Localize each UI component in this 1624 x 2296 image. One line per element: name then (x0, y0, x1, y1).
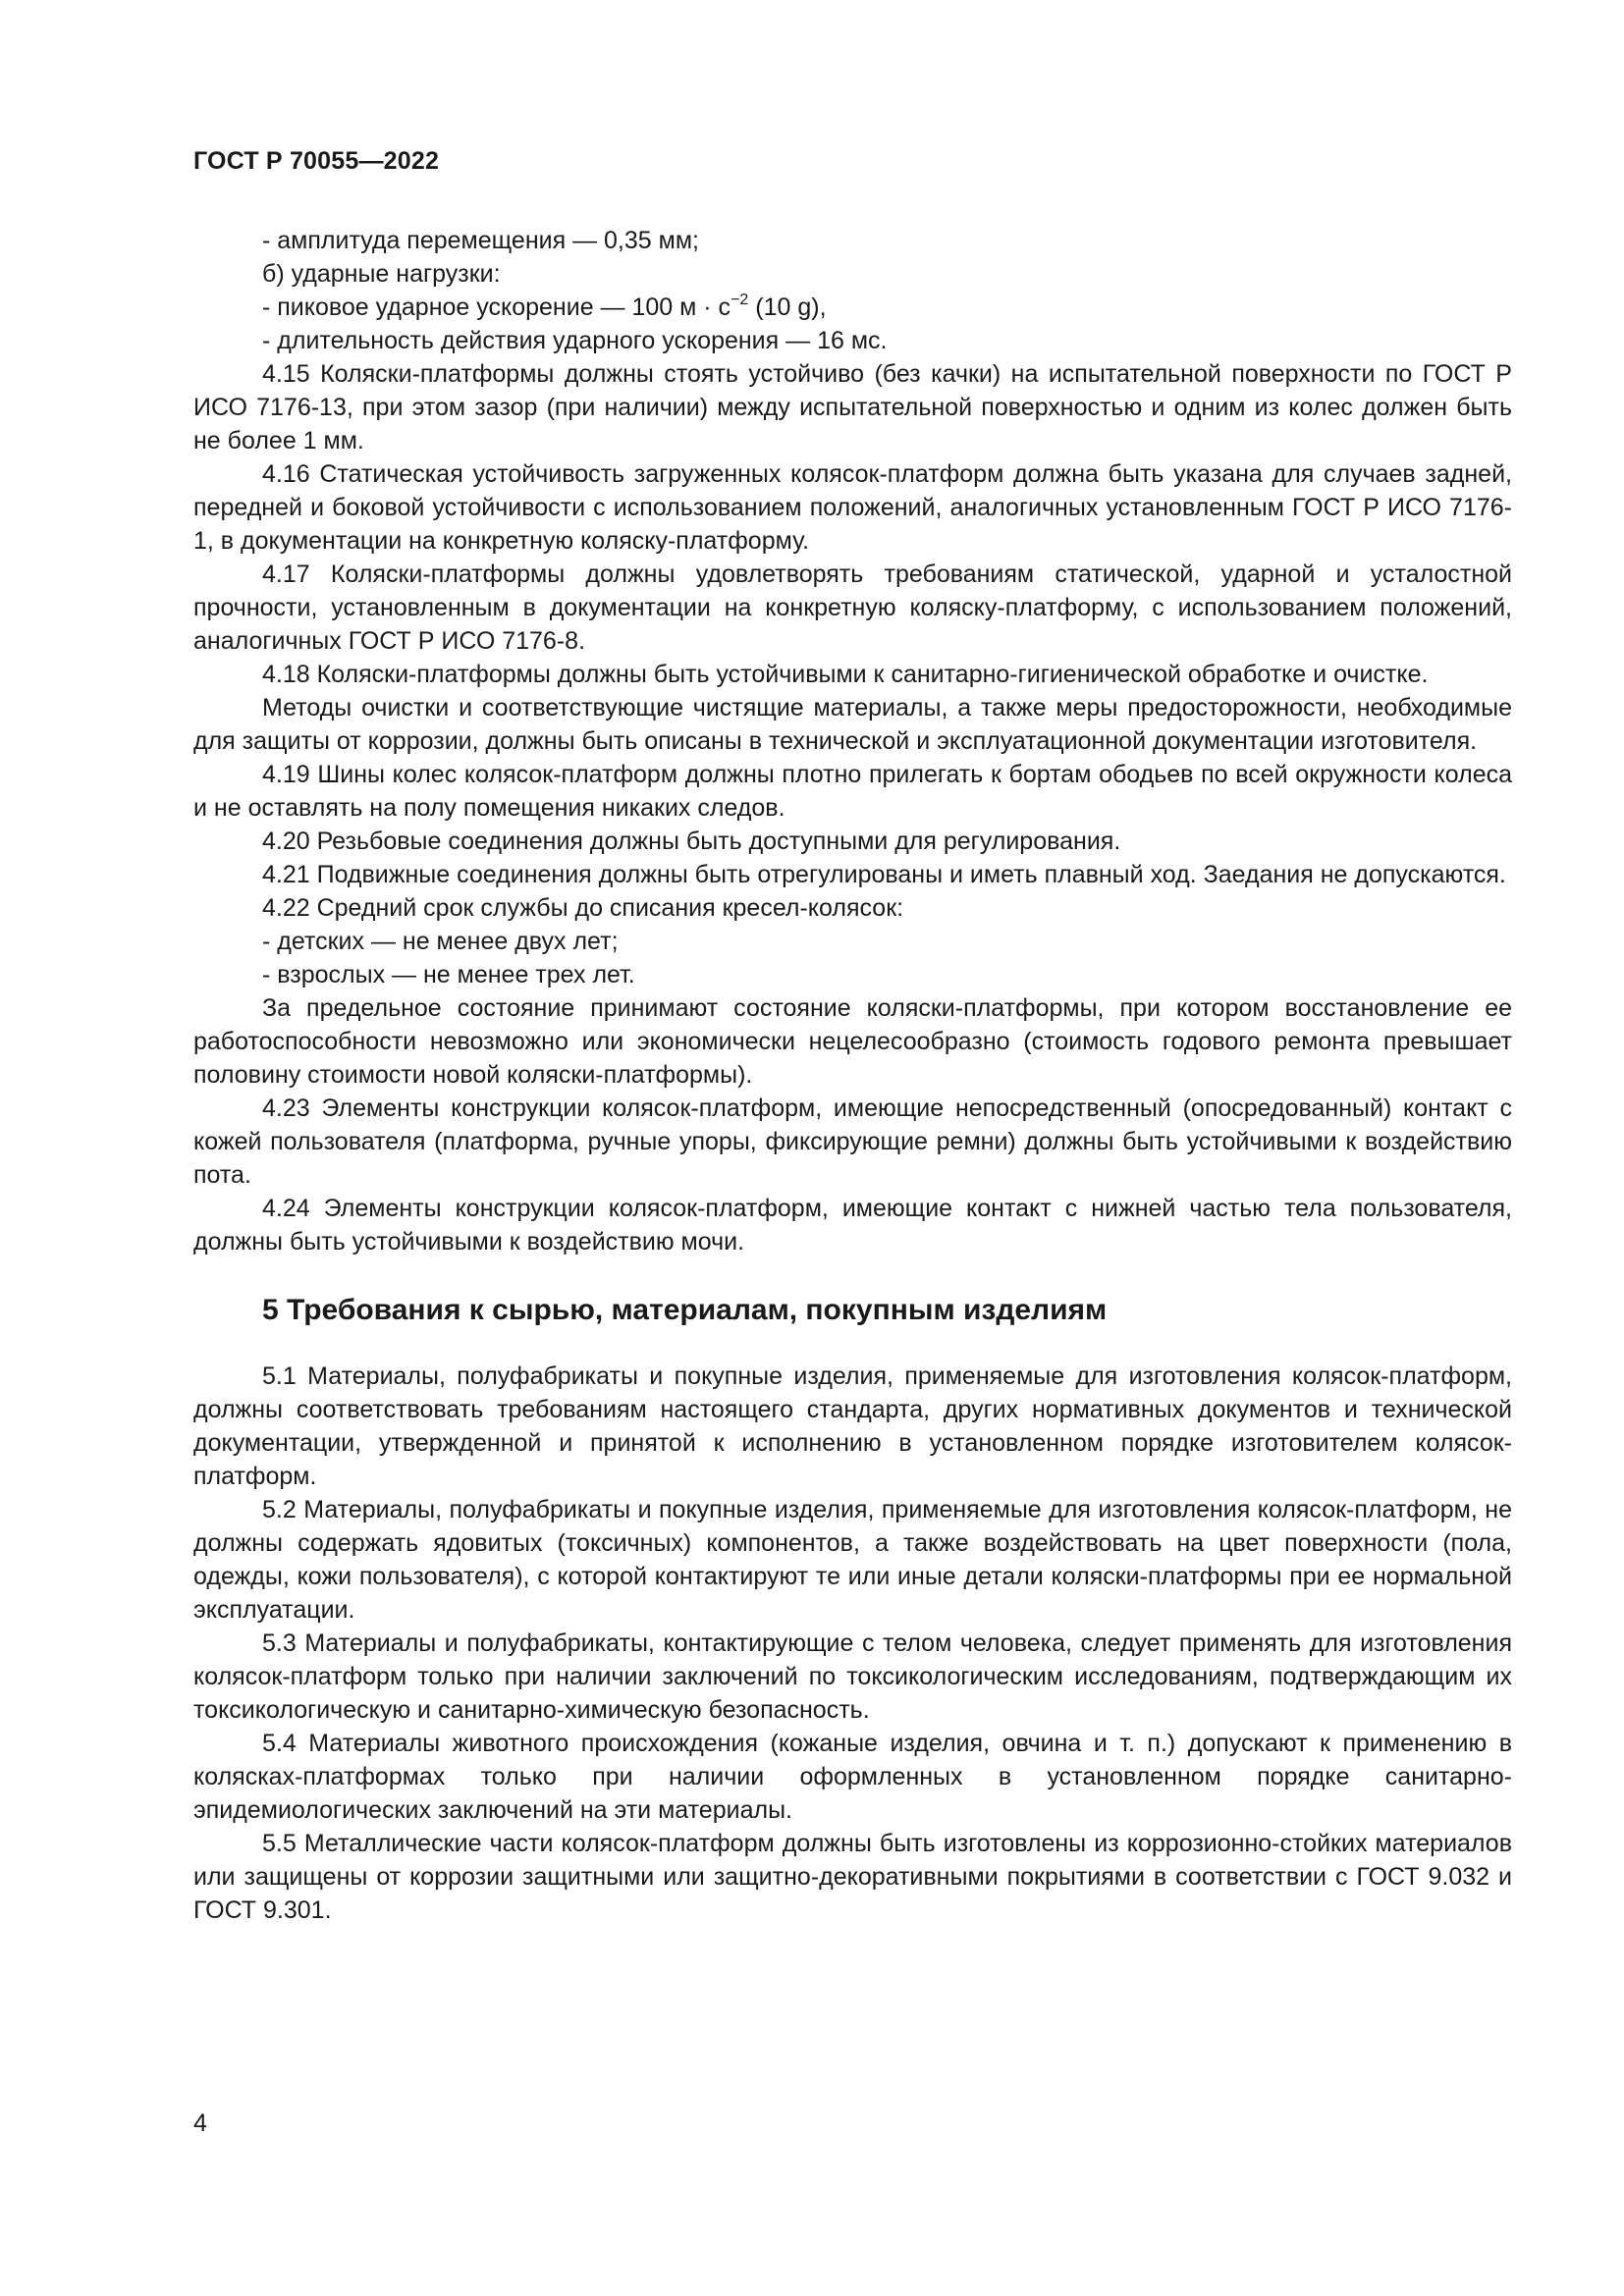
paragraph-4-15: 4.15 Коляски-платформы должны стоять устойчиво (без качки) на испытательной поверхности по ГОСТ Р ИСО 7176-13, при этом зазор (при наличии) между испытательной поверхностью и одним из колес должен быть не более 1 мм. (193, 360, 1512, 454)
page-number: 4 (193, 2109, 207, 2137)
paragraph-4-17: 4.17 Коляски-платформы должны удовлетворять требованиям статической, ударной и усталостной прочности, установленным в документации на конкретную коляску-платформу, с использованием положений, аналогичных ГОСТ Р ИСО 7176-8. (193, 561, 1512, 655)
paragraph-4-19: 4.19 Шины колес колясок-платформ должны плотно прилегать к бортам ободьев по всей окружности колеса и не оставлять на полу помещения никаких следов. (193, 761, 1512, 822)
list-item-shock-duration: - длительность действия ударного ускорения — 16 мс. (262, 327, 888, 354)
peak-acceleration-text: - пиковое ударное ускорение — 100 м · с (262, 294, 731, 321)
paragraph-4-20: 4.20 Резьбовые соединения должны быть доступными для регулирования. (262, 828, 1121, 855)
peak-acceleration-exponent: −2 (731, 291, 749, 308)
list-item-children: - детских — не менее двух лет; (262, 928, 619, 955)
list-item-displacement-amplitude: - амплитуда перемещения — 0,35 мм; (262, 227, 699, 254)
paragraph-5-4: 5.4 Материалы животного происхождения (кожаные изделия, овчина и т. п.) допускают к применению в колясках-платформах только при наличии оформленных в установленном порядке санитарно-эпидемиологических заключений на эти материалы. (193, 1730, 1512, 1824)
list-item-adults: - взрослых — не менее трех лет. (262, 961, 635, 988)
paragraph-4-18: 4.18 Коляски-платформы должны быть устойчивыми к санитарно-гигиенической обработке и очистке. (262, 661, 1429, 688)
paragraph-4-22-limit-state: За предельное состояние принимают состояние коляски-платформы, при котором восстановление ее работоспособности невозможно или экономически нецелесообразно (стоимость годового ремонта превышает половину стоимости новой коляски-платформы). (193, 994, 1512, 1089)
paragraph-4-23: 4.23 Элементы конструкции колясок-платформ, имеющие непосредственный (опосредованный) контакт с кожей пользователя (платформа, ручные упоры, фиксирующие ремни) должны быть устойчивыми к воздействию пота. (193, 1095, 1512, 1189)
peak-acceleration-value: (10 g), (748, 294, 827, 321)
paragraph-5-2: 5.2 Материалы, полуфабрикаты и покупные изделия, применяемые для изготовления колясок-платформ, не должны содержать ядовитых (токсичных) компонентов, а также воздействовать на цвет поверхности (пола, одежды, кожи пользователя), с которой контактируют те или иные детали коляски-платформы при ее нормальной эксплуатации. (193, 1496, 1512, 1624)
paragraph-5-3: 5.3 Материалы и полуфабрикаты, контактирующие с телом человека, следует применять для изготовления колясок-платформ только при наличии заключений по токсикологическим исследованиям, подтверждающим их токсикологическую и санитарно-химическую безопасность. (193, 1629, 1512, 1724)
list-item-peak-acceleration (193, 291, 1512, 324)
paragraph-5-1: 5.1 Материалы, полуфабрикаты и покупные изделия, применяемые для изготовления колясок-платформ, должны соответствовать требованиям настоящего стандарта, других нормативных документов и технической документации, утвержденной и принятой к исполнению в установленном порядке изготовителем колясок-платформ. (193, 1362, 1512, 1490)
document-header-code: ГОСТ Р 70055—2022 (193, 147, 440, 175)
paragraph-4-22: 4.22 Средний срок службы до списания кресел-колясок: (262, 894, 904, 922)
list-item-shock-loads: б) ударные нагрузки: (262, 260, 501, 288)
paragraph-4-16: 4.16 Статическая устойчивость загруженных колясок-платформ должна быть указана для случаев задней, передней и боковой устойчивости с использованием положений, аналогичных установленным ГОСТ Р ИСО 7176-1, в документации на конкретную коляску-платформу. (193, 460, 1512, 555)
paragraph-4-21: 4.21 Подвижные соединения должны быть отрегулированы и иметь плавный ход. Заедания не допускаются. (262, 861, 1506, 888)
document-body (193, 224, 1512, 1927)
paragraph-5-5: 5.5 Металлические части колясок-платформ должны быть изготовлены из коррозионно-стойких материалов или защищены от коррозии защитными или защитно-декоративными покрытиями в соответствии с ГОСТ 9.032 и ГОСТ 9.301. (193, 1830, 1512, 1924)
paragraph-4-18-cleaning: Методы очистки и соответствующие чистящие материалы, а также меры предосторожности, необходимые для защиты от коррозии, должны быть описаны в технической и эксплуатационной документации изготовителя. (193, 694, 1512, 755)
paragraph-4-24: 4.24 Элементы конструкции колясок-платформ, имеющие контакт с нижней частью тела пользователя, должны быть устойчивыми к воздействию мочи. (193, 1195, 1512, 1255)
section-5-heading: 5 Требования к сырью, материалам, покупным изделиям (262, 1294, 1108, 1326)
